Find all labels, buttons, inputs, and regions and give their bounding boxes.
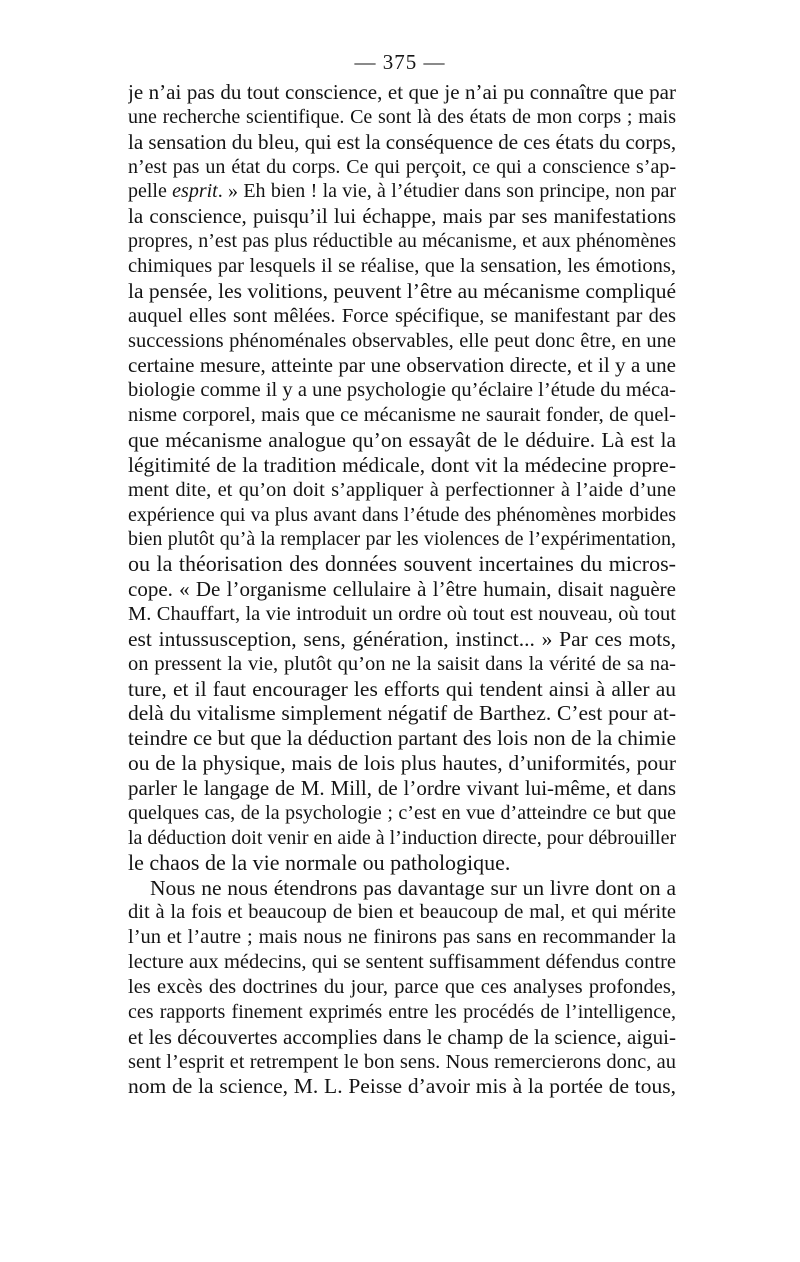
text-line: la déduction doit venir en aide à l’induction directe, pour débrouiller — [128, 826, 676, 849]
text-line: biologie comme il y a une psychologie qu’éclaire l’étude du méca- — [128, 379, 676, 402]
text-line: les excès des doctrines du jour, parce que ces analyses profondes, — [128, 975, 676, 998]
text-line: ou la théorisation des données souvent incertaines du micros- — [128, 552, 676, 577]
text-line: la sensation du bleu, qui est la conséquence de ces états du corps, — [128, 129, 676, 154]
text-line: nisme corporel, mais que ce mécanisme ne saurait fonder, de quel- — [128, 404, 676, 427]
text-line: ou de la physique, mais de lois plus hautes, d’uniformités, pour — [128, 751, 676, 776]
text-line: je n’ai pas du tout conscience, et que je n’ai pu connaître que par — [128, 80, 676, 104]
text-line: certaine mesure, atteinte par une observation directe, et il y a une — [128, 353, 676, 378]
text-line: quelques cas, de la psychologie ; c’est en vue d’atteindre ce but que — [128, 801, 676, 824]
text-line: M. Chauffart, la vie introduit un ordre où tout est nouveau, où tout — [128, 603, 676, 626]
text-line: la conscience, puisqu’il lui échappe, mais par ses manifestations — [128, 204, 676, 229]
text-line: nom de la science, M. L. Peisse d’avoir mis à la portée de tous, — [128, 1074, 676, 1099]
text-line: ces rapports finement exprimés entre les procédés de l’intelligence, — [128, 1000, 676, 1023]
text-line: sent l’esprit et retrempent le bon sens. Nous remercierons donc, au — [128, 1050, 676, 1073]
body-text — [128, 80, 676, 1099]
text-line: que mécanisme analogue qu’on essayât de le déduire. Là est la — [128, 428, 676, 453]
text-line: l’un et l’autre ; mais nous ne finirons pas sans en recommander la — [128, 926, 676, 949]
text-line: propres, n’est pas plus réductible au mécanisme, et aux phénomènes — [128, 230, 676, 253]
text-line: pelle esprit. » Eh bien ! la vie, à l’étudier dans son principe, non par — [128, 180, 676, 203]
text-line: la pensée, les volitions, peuvent l’être au mécanisme compliqué — [128, 278, 676, 303]
text-line: une recherche scientifique. Ce sont là des états de mon corps ; mais — [128, 105, 676, 128]
text-line: ment dite, et qu’on doit s’appliquer à perfectionner à l’aide d’une — [128, 478, 676, 501]
text-line: chimiques par lesquels il se réalise, que la sensation, les émotions, — [128, 255, 676, 278]
text-line: bien plutôt qu’à la remplacer par les violences de l’expérimentation, — [128, 528, 676, 551]
text-line: et les découvertes accomplies dans le champ de la science, aigui- — [128, 1024, 676, 1049]
text-line: parler le langage de M. Mill, de l’ordre vivant lui-même, et dans — [128, 776, 676, 801]
text-line: est intussusception, sens, génération, instinct... » Par ces mots, — [128, 626, 676, 651]
text-line: lecture aux médecins, qui se sentent suffisamment défendus contre — [128, 951, 676, 974]
text-line: expérience qui va plus avant dans l’étude des phénomènes morbides — [128, 503, 676, 526]
text-line: ture, et il faut encourager les efforts qui tendent ainsi à aller au — [128, 676, 676, 701]
text-line: n’est pas un état du corps. Ce qui perçoit, ce qui a conscience s’ap- — [128, 155, 676, 178]
text-line: delà du vitalisme simplement négatif de Barthez. C’est pour at- — [128, 701, 676, 726]
page-number: — 375 — — [354, 50, 446, 74]
text-line: teindre ce but que la déduction partant des lois non de la chimie — [128, 726, 676, 751]
italic-word: esprit — [172, 180, 218, 203]
text-line: on pressent la vie, plutôt qu’on ne la saisit dans la vérité de sa na- — [128, 652, 676, 675]
text-line: dit à la fois et beaucoup de bien et beaucoup de mal, et qui mérite — [128, 901, 676, 924]
text-line: auquel elles sont mêlées. Force spécifique, se manifestant par des — [128, 304, 676, 327]
text-line: cope. « De l’organisme cellulaire à l’être humain, disait naguère — [128, 577, 676, 602]
text-line: Nous ne nous étendrons pas davantage sur un livre dont on a — [150, 875, 676, 900]
text-line: le chaos de la vie normale ou pathologique. — [128, 850, 511, 875]
text-line: successions phénoménales observables, elle peut donc être, en une — [128, 329, 676, 352]
text-line: légitimité de la tradition médicale, dont vit la médecine propre- — [128, 452, 676, 477]
